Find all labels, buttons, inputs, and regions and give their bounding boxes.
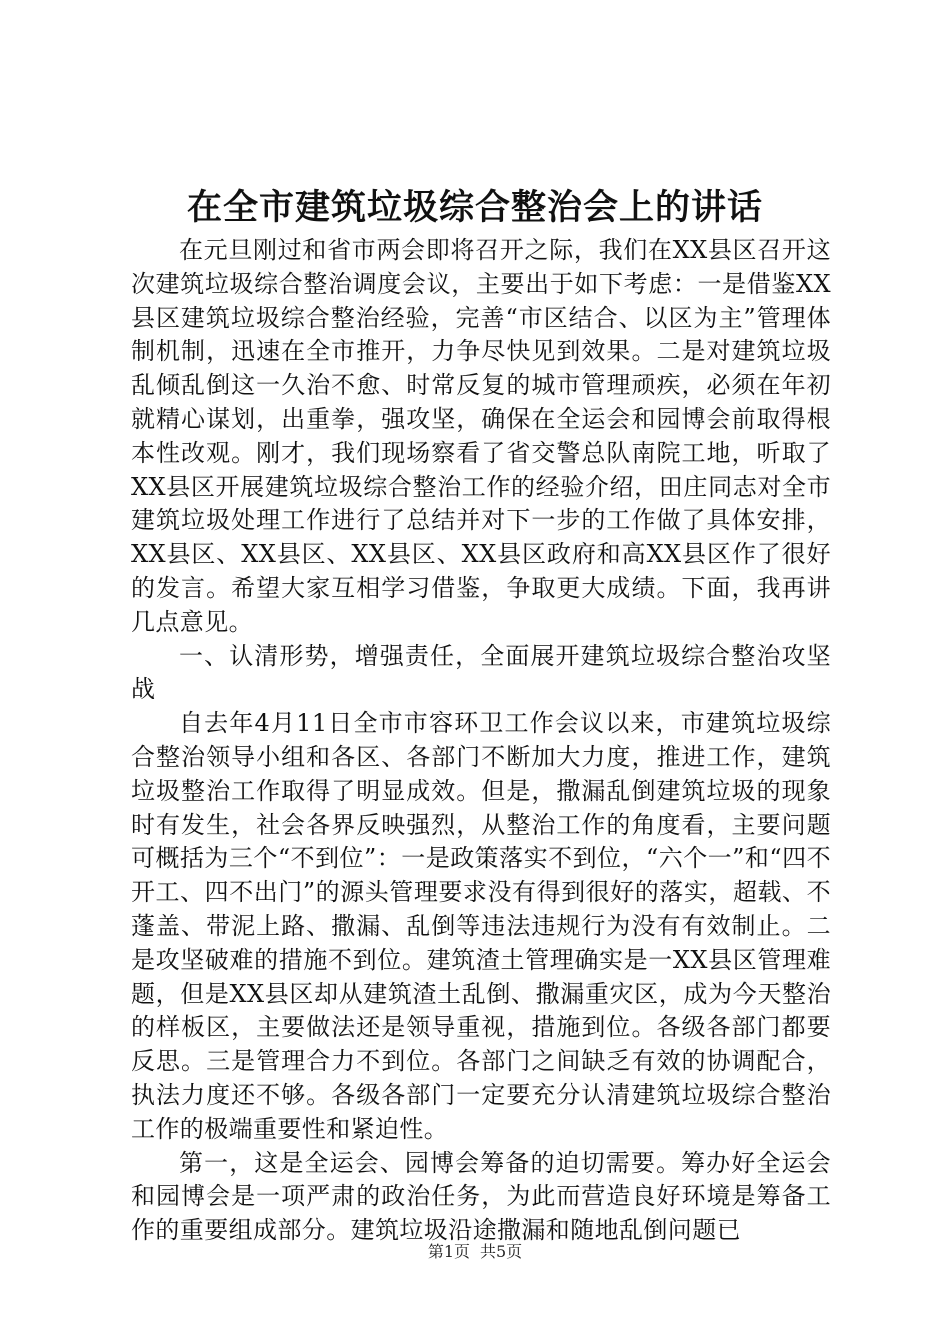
page-number: 第1页 <box>427 1242 470 1261</box>
page-footer <box>0 1241 950 1263</box>
paragraph-first-point: 第一，这是全运会、园博会筹备的迫切需要。筹办好全运会和园博会是一项严肃的政治任务，为此而营造良好环境是筹备工作的重要组成部分。建筑垃圾沿途撒漏和随地乱倒问题已 <box>131 1148 831 1245</box>
section-heading-1: 一、认清形势，增强责任，全面展开建筑垃圾综合整治攻坚战 <box>131 641 831 704</box>
document-title: 在全市建筑垃圾综合整治会上的讲话 <box>186 187 763 228</box>
paragraph-intro: 在元旦刚过和省市两会即将召开之际，我们在XX县区召开这次建筑垃圾综合整治调度会议，主要出于如下考虑：一是借鉴XX县区建筑垃圾综合整治经验，完善“市区结合、以区为主”管理体制机制，迅速在全市推开，力争尽快见到效果。二是对建筑垃圾乱倾乱倒这一久治不愈、时常反复的城市管理顽疾，必须在年初就精心谋划，出重拳，强攻坚，确保在全运会和园博会前取得根本性改观。刚才，我们现场察看了省交警总队南院工地，听取了XX县区开展建筑垃圾综合整治工作的经验介绍，田庄同志对全市建筑垃圾处理工作进行了总结并对下一步的工作做了具体安排，XX县区、XX县区、XX县区、XX县区政府和高XX县区作了很好的发言。希望大家互相学习借鉴，争取更大成绩。下面，我再讲几点意见。 <box>131 236 831 636</box>
page-total: 共5页 <box>480 1242 523 1261</box>
paragraph-problems: 自去年4月11日全市市容环卫工作会议以来，市建筑垃圾综合整治领导小组和各区、各部门不断加大力度，推进工作，建筑垃圾整治工作取得了明显成效。但是，撒漏乱倒建筑垃圾的现象时有发生，社会各界反映强烈，从整治工作的角度看，主要问题可概括为三个“不到位”：一是政策落实不到位，“六个一”和“四不开工、四不出门”的源头管理要求没有得到很好的落实，超载、不蓬盖、带泥上路、撒漏、乱倒等违法违规行为没有有效制止。二是攻坚破难的措施不到位。建筑渣土管理确实是一XX县区管理难题，但是XX县区却从建筑渣土乱倒、撒漏重灾区，成为今天整治的样板区，主要做法还是领导重视，措施到位。各级各部门都要反思。三是管理合力不到位。各部门之间缺乏有效的协调配合，执法力度还不够。各级各部门一定要充分认清建筑垃圾综合整治工作的极端重要性和紧迫性。 <box>131 709 831 1143</box>
document-body <box>131 234 831 1248</box>
